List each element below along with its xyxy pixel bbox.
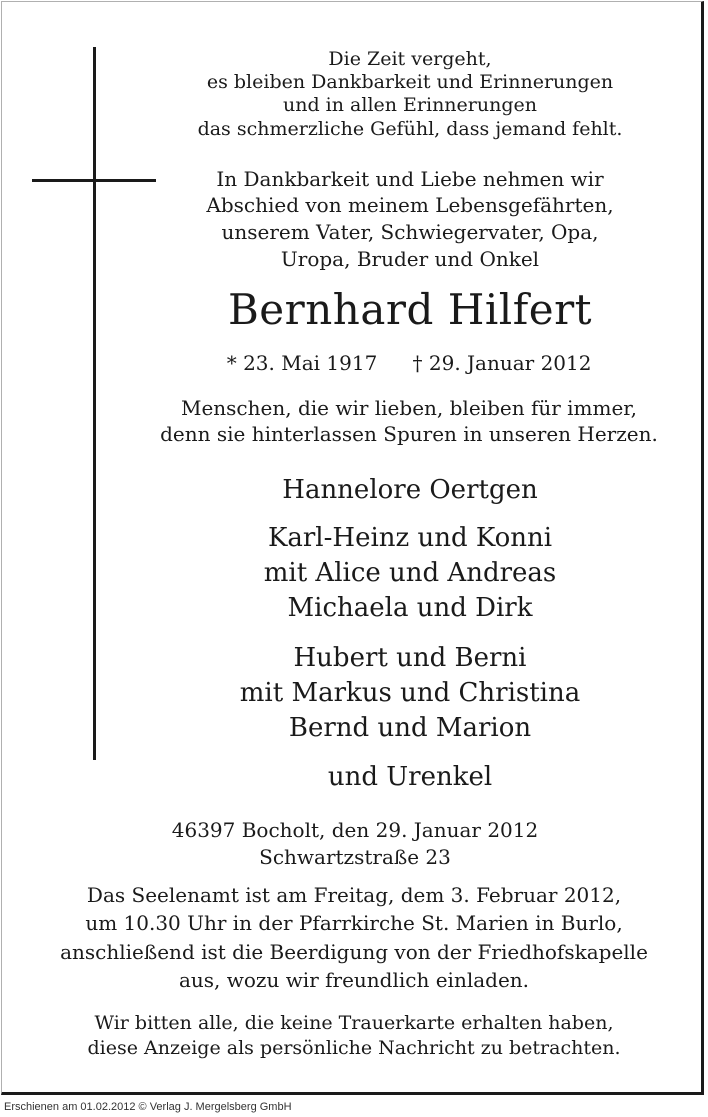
- cross-icon-vertical-bar: [93, 47, 96, 760]
- cross-icon-horizontal-bar: [32, 179, 156, 182]
- family-group2-line-1: Hubert und Berni: [293, 643, 527, 673]
- death-date: † 29. Januar 2012: [412, 351, 592, 375]
- deceased-name: Bernhard Hilfert: [227, 285, 593, 334]
- poem-line-1: Die Zeit vergeht,: [328, 48, 492, 70]
- intro-line-2: Abschied von meinem Lebensgefährten,: [206, 193, 614, 217]
- intro-line-4: Uropa, Bruder und Onkel: [280, 247, 540, 271]
- service-line-1: Das Seelenamt ist am Freitag, dem 3. Februar 2012,: [86, 883, 622, 907]
- poem-line-2: es bleiben Dankbarkeit und Erinnerungen: [206, 71, 614, 93]
- quote-line-2: denn sie hinterlassen Spuren in unseren Herzen.: [160, 422, 658, 446]
- family-group1-line-2: mit Alice und Andreas: [263, 558, 557, 588]
- birth-date: * 23. Mai 1917: [226, 351, 378, 375]
- quote-line-1: Menschen, die wir lieben, bleiben für immer,: [180, 396, 638, 420]
- request-line-1: Wir bitten alle, die keine Trauerkarte erhalten haben,: [94, 1012, 614, 1034]
- family-group1-line-3: Michaela und Dirk: [287, 593, 533, 623]
- service-line-2: um 10.30 Uhr in der Pfarrkirche St. Marien in Burlo,: [85, 911, 623, 935]
- service-line-3: anschließend ist die Beerdigung von der Friedhofskapelle: [60, 940, 648, 964]
- address-place-date: 46397 Bocholt, den 29. Januar 2012: [171, 818, 539, 842]
- service-line-4: aus, wozu wir freundlich einladen.: [178, 968, 530, 992]
- poem-line-4: das schmerzliche Gefühl, dass jemand fehlt.: [197, 118, 623, 140]
- intro-line-3: unserem Vater, Schwiegervater, Opa,: [221, 220, 599, 244]
- intro-line-1: In Dankbarkeit und Liebe nehmen wir: [216, 167, 604, 191]
- address-street: Schwartzstraße 23: [259, 845, 451, 869]
- poem-line-3: und in allen Erinnerungen: [283, 94, 537, 116]
- family-partner: Hannelore Oertgen: [282, 475, 538, 505]
- family-group2-line-2: mit Markus und Christina: [239, 678, 581, 708]
- request-line-2: diese Anzeige als persönliche Nachricht zu betrachten.: [87, 1037, 621, 1059]
- family-group1-line-1: Karl-Heinz und Konni: [267, 523, 553, 553]
- family-group2-line-3: Bernd und Marion: [288, 713, 532, 743]
- publication-footer: Erschienen am 01.02.2012 © Verlag J. Mergelsberg GmbH: [0, 1098, 708, 1117]
- family-great-grandchildren: und Urenkel: [327, 762, 493, 792]
